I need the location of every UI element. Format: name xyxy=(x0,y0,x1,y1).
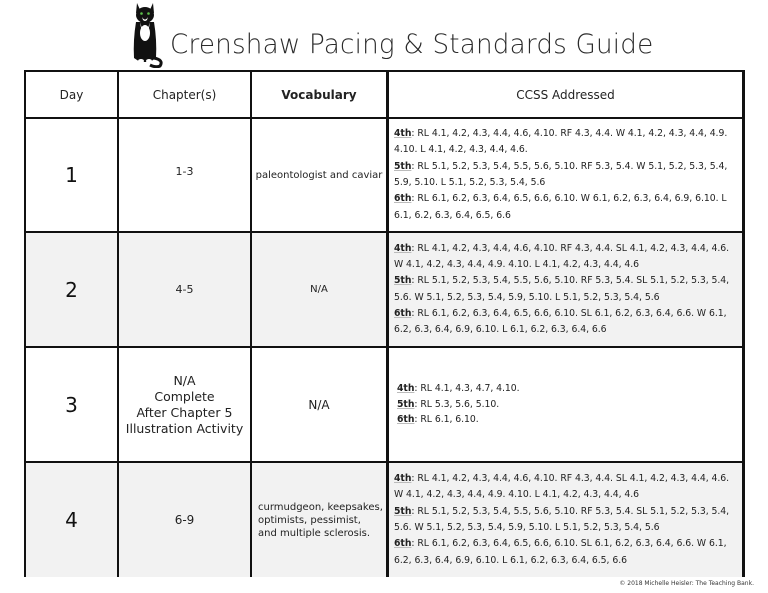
day-cell: 2 xyxy=(26,233,119,346)
table-row xyxy=(26,119,742,233)
chapters-line: After Chapter 5 xyxy=(136,404,233,420)
copyright-footer: © 2018 Michelle Heisler: The Teaching Bank. xyxy=(619,580,754,587)
ccss-grade-6: 6th: RL 6.1, 6.2, 6.3, 6.4, 6.5, 6.6, 6.10. SL 6.1, 6.2, 6.3, 6.4, 6.6. W 6.1, 6.2, 6.3, 6.4, 6.9, 6.10. L 6.1, 6.2, 6.3, 6.4, 6.6 xyxy=(394,307,727,336)
ccss-grade-5: 5th: RL 5.1, 5.2, 5.3, 5.4, 5.5, 5.6, 5.10. RF 5.3, 5.4. SL 5.1, 5.2, 5.3, 5.4, 5.6. W 5.1, 5.2, 5.3, 5.4, 5.9, 5.10. L 5.1, 5.2, 5.3, 5.4, 5.6 xyxy=(394,275,730,303)
ccss-grade-5: 5th: RL 5.1, 5.2, 5.3, 5.4, 5.5, 5.6, 5.10. RF 5.3, 5.4. W 5.1, 5.2, 5.3, 5.4, 5.9, 5.10. L 5.1, 5.2, 5.3, 5.4, 5.6 xyxy=(394,160,728,188)
vocabulary-cell xyxy=(252,463,389,577)
vocabulary-cell: N/A xyxy=(252,348,389,461)
column-header-vocabulary: Vocabulary xyxy=(252,72,389,117)
ccss-cell xyxy=(389,119,742,231)
column-header-ccss: CCSS Addressed xyxy=(516,87,615,102)
page-header xyxy=(128,2,668,68)
chapters-cell: 1-3 xyxy=(119,119,252,231)
vocabulary-cell: paleontologist and caviar xyxy=(252,119,389,231)
vocabulary-line: and multiple sclerosis. xyxy=(258,527,371,539)
table-row xyxy=(26,463,742,577)
ccss-cell xyxy=(389,463,742,577)
page-title: Crenshaw Pacing & Standards Guide xyxy=(170,29,654,60)
table-header-row xyxy=(26,72,742,119)
ccss-grade-4: 4th: RL 4.1, 4.2, 4.3, 4.4, 4.6, 4.10. RF 4.3, 4.4. SL 4.1, 4.2, 4.3, 4.4, 4.6. W 4.1, 4.2, 4.3, 4.4, 4.9. 4.10. L 4.1, 4.2, 4.3, 4.4, 4.6 xyxy=(394,242,730,270)
chapters-line: Illustration Activity xyxy=(125,420,244,436)
tuxedo-cat-icon xyxy=(128,0,168,68)
ccss-grade-6: 6th: RL 6.1, 6.2, 6.3, 6.4, 6.5, 6.6, 6.10. SL 6.1, 6.2, 6.3, 6.4, 6.6. W 6.1, 6.2, 6.3, 6.4, 6.9, 6.10. L 6.1, 6.2, 6.3, 6.4, 6.5, 6.6 xyxy=(394,538,727,566)
ccss-grade-6: 6th: RL 6.1, 6.2, 6.3, 6.4, 6.5, 6.6, 6.10. W 6.1, 6.2, 6.3, 6.4, 6.9, 6.10. L 6.1, 6.2, 6.3, 6.4, 6.5, 6.6 xyxy=(394,193,727,221)
table-row xyxy=(26,233,742,348)
day-cell: 1 xyxy=(26,119,119,231)
day-cell: 4 xyxy=(26,463,119,577)
ccss-grade-6: 6th: RL 6.1, 6.10. xyxy=(397,414,479,426)
ccss-grade-4: 4th: RL 4.1, 4.3, 4.7, 4.10. xyxy=(397,383,520,395)
vocabulary-line: curmudgeon, keepsakes, xyxy=(258,501,383,513)
vocabulary-line: optimists, pessimist, xyxy=(258,514,361,526)
ccss-cell xyxy=(389,233,742,346)
chapters-line: Complete xyxy=(154,388,215,404)
column-header-day: Day xyxy=(26,72,119,117)
day-cell: 3 xyxy=(26,348,119,461)
ccss-grade-4: 4th: RL 4.1, 4.2, 4.3, 4.4, 4.6, 4.10. RF 4.3, 4.4. SL 4.1, 4.2, 4.3, 4.4, 4.6. W 4.1, 4.2, 4.3, 4.4, 4.9. 4.10. L 4.1, 4.2, 4.3, 4.4, 4.6 xyxy=(394,473,730,501)
ccss-grade-4: 4th: RL 4.1, 4.2, 4.3, 4.4, 4.6, 4.10. RF 4.3, 4.4. W 4.1, 4.2, 4.3, 4.4, 4.9. 4.10. L 4.1, 4.2, 4.3, 4.4, 4.6. xyxy=(394,128,728,156)
chapters-cell: 4-5 xyxy=(119,233,252,346)
ccss-grade-5: 5th: RL 5.1, 5.2, 5.3, 5.4, 5.5, 5.6, 5.10. RF 5.3, 5.4. SL 5.1, 5.2, 5.3, 5.4, 5.6. W 5.1, 5.2, 5.3, 5.4, 5.9, 5.10. L 5.1, 5.2, 5.3, 5.4, 5.6 xyxy=(394,505,730,533)
vocabulary-cell: N/A xyxy=(252,233,389,346)
pacing-standards-table xyxy=(24,70,745,577)
column-header-chapters: Chapter(s) xyxy=(119,72,252,117)
ccss-grade-5: 5th: RL 5.3, 5.6, 5.10. xyxy=(397,398,500,410)
ccss-cell xyxy=(389,348,742,461)
chapters-cell: 6-9 xyxy=(119,463,252,577)
chapters-cell xyxy=(119,348,252,461)
table-row xyxy=(26,348,742,463)
chapters-line: N/A xyxy=(173,372,196,388)
